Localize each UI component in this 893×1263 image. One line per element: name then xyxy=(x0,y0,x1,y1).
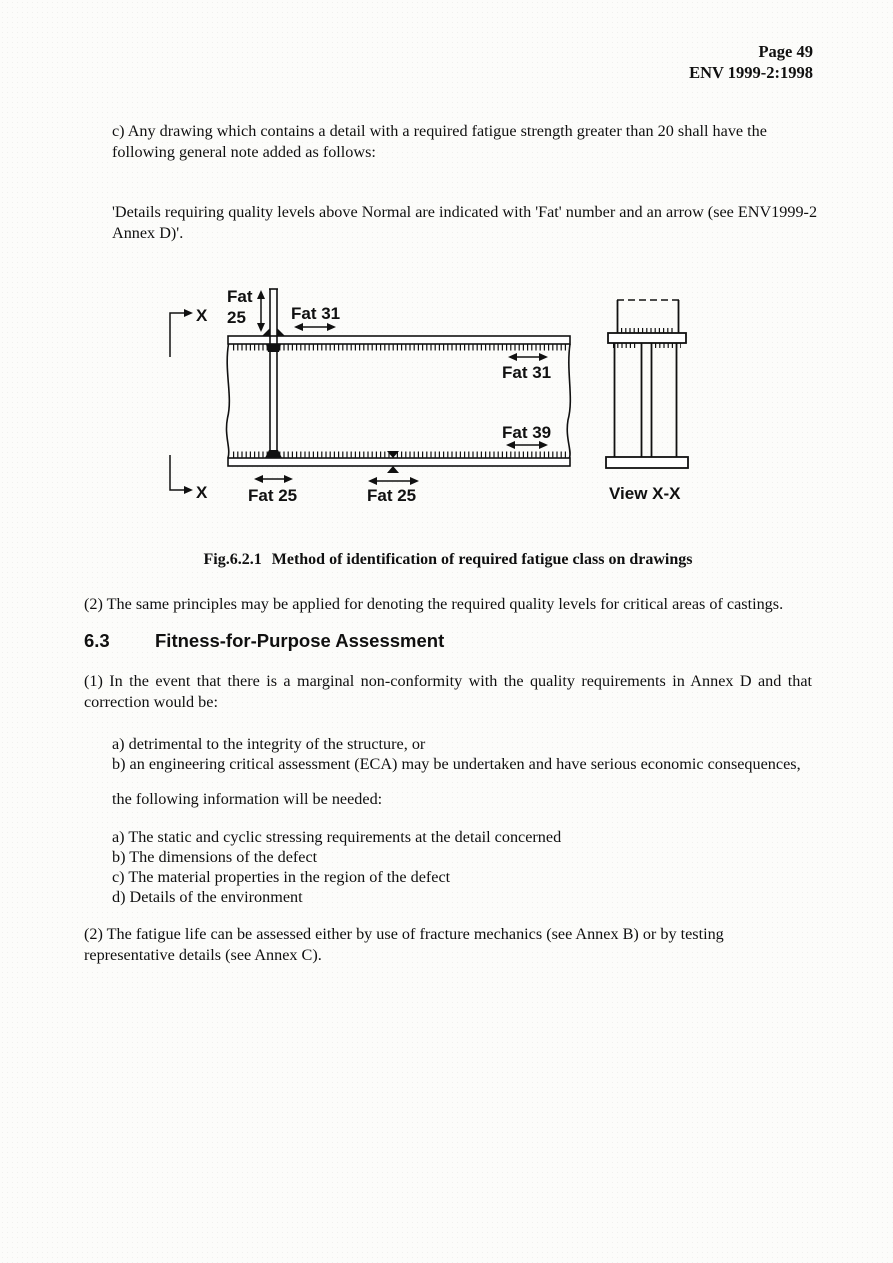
list-item: d) Details of the environment xyxy=(112,888,303,906)
section-number: 6.3 xyxy=(84,630,110,651)
para-fatigue-life: (2) The fatigue life can be assessed either by use of fracture mechanics (see Annex B) or by testing representative details (see Annex C). xyxy=(84,925,724,964)
section-marker-top xyxy=(170,306,208,357)
section-heading xyxy=(84,630,444,652)
para-castings: (2) The same principles may be applied for denoting the required quality levels for critical areas of castings. xyxy=(84,595,784,613)
section-label: X xyxy=(196,306,208,325)
label-fat39 xyxy=(502,423,551,449)
break-line-right xyxy=(567,344,570,458)
list-item: b) The dimensions of the defect xyxy=(112,848,318,866)
section-marker-bottom xyxy=(170,455,208,502)
doc-reference: ENV 1999-2:1998 xyxy=(689,63,813,82)
para-nonconformity: (1) In the event that there is a marginal non-conformity with the quality requirements in Annex D and that correction would be: xyxy=(84,672,812,711)
list-correction-consequences xyxy=(112,734,832,774)
figure-title: Method of identification of required fatigue class on drawings xyxy=(271,551,693,568)
label-fat25-mid xyxy=(367,477,419,505)
fat-label: Fat 25 xyxy=(367,486,417,505)
figure-fatigue-class-drawing xyxy=(0,272,893,512)
top-flange xyxy=(228,336,570,344)
label-fat31-top xyxy=(291,304,340,331)
figure-caption xyxy=(84,551,812,569)
fat-label: 25 xyxy=(227,308,246,327)
para-information-needed: the following information will be needed: xyxy=(112,790,383,808)
fat-label: Fat 31 xyxy=(291,304,341,323)
page-number: Page 49 xyxy=(758,42,813,61)
fat-label: Fat 39 xyxy=(502,423,552,442)
bottom-flange-section xyxy=(606,457,688,468)
page-header xyxy=(689,41,813,83)
para-drawing-note-requirement: c) Any drawing which contains a detail with a required fatigue strength greater than 20 shall have the following general note added as follows: xyxy=(112,122,767,161)
list-item: b) an engineering critical assessment (ECA) may be undertaken and have serious economic consequences, xyxy=(112,755,801,773)
label-fat25-stiffener xyxy=(227,287,265,332)
section-label: X xyxy=(196,483,208,502)
bottom-flange xyxy=(228,458,570,466)
fat-label: Fat xyxy=(227,287,253,306)
top-flange-section xyxy=(608,333,686,343)
fat-label: Fat 25 xyxy=(248,486,298,505)
label-fat25-left xyxy=(248,475,297,505)
list-required-information xyxy=(112,827,812,907)
beam-elevation xyxy=(226,336,570,466)
list-item: a) detrimental to the integrity of the structure, or xyxy=(112,735,426,753)
section-title: Fitness-for-Purpose Assessment xyxy=(155,630,445,651)
figure-number: Fig.6.2.1 xyxy=(203,551,262,568)
butt-weld-mark xyxy=(387,466,399,473)
fat-label: Fat 31 xyxy=(502,363,552,382)
label-fat31-right xyxy=(502,353,551,382)
list-item: a) The static and cyclic stressing requirements at the detail concerned xyxy=(112,828,562,846)
stiffener xyxy=(269,289,278,452)
para-general-note-quote: 'Details requiring quality levels above Normal are indicated with 'Fat' number and an arrow (see ENV1999-2 Annex D)'. xyxy=(112,203,818,242)
arrow-icon xyxy=(184,486,193,494)
view-label: View X-X xyxy=(609,484,681,503)
view-xx-section xyxy=(606,300,688,503)
arrow-icon xyxy=(184,309,193,317)
list-item: c) The material properties in the region of the defect xyxy=(112,868,451,886)
break-line-left xyxy=(226,344,229,458)
